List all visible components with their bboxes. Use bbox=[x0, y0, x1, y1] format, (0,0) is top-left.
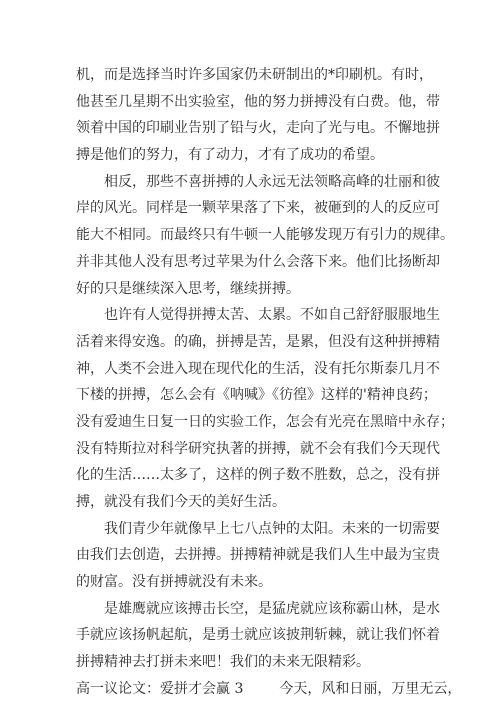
text-line: 的财富。没有拼搏就没有未来。 bbox=[76, 574, 272, 591]
text-line: 并非其他人没有思考过苹果为什么会落下来。他们比扬断却 bbox=[76, 253, 440, 270]
text-line: 没有爱迪生日复一日的实验工作，怎会有光亮在黑暗中永存； bbox=[76, 413, 454, 430]
next-essay-line bbox=[76, 676, 462, 703]
next-essay-opening: 今天，风和日丽，万里无云， bbox=[279, 680, 462, 697]
text-line: 化的生活……太多了，这样的例子数不胜数，总之，没有拼 bbox=[76, 467, 440, 484]
text-line: 拼搏精神去打拼未来吧！我们的未来无限精彩。 bbox=[76, 654, 370, 671]
paragraph-first-line: 我们青少年就像早上七八点钟的太阳。未来的一切需要 bbox=[104, 520, 440, 537]
paragraph-first-line: 是雄鹰就应该搏击长空，是猛虎就应该称霸山林，是水 bbox=[104, 600, 440, 617]
text-line: 能大不相同。而最终只有牛顿一人能够发现万有引力的规律。 bbox=[76, 227, 454, 244]
paragraph-first-line: 相反，那些不喜拼搏的人永远无法领略高峰的壮丽和彼 bbox=[104, 173, 440, 190]
text-line: 搏，就没有我们今天的美好生活。 bbox=[76, 494, 286, 510]
paragraph-first-line: 也许有人觉得拼搏太苦、太累。不如自己舒舒服服地生 bbox=[104, 307, 440, 324]
text-line: 岸的风光。同样是一颗苹果落了下来，被砸到的人的反应可 bbox=[76, 200, 440, 217]
text-line: 下楼的拼搏，怎么会有《呐喊》《彷徨》这样的'精神良药； bbox=[76, 387, 437, 404]
text-line: 搏是他们的努力，有了动力，才有了成功的希望。 bbox=[76, 147, 384, 164]
essay-body bbox=[76, 62, 462, 703]
text-line: 领着中国的印刷业告别了铅与火，走向了光与电。不懈地拼 bbox=[76, 120, 440, 137]
text-line: 活着来得安逸。的确，拼搏是苦，是累，但没有这种拼搏精 bbox=[76, 333, 440, 350]
text-line: 由我们去创造，去拼搏。拼搏精神就是我们人生中最为宝贵 bbox=[76, 547, 440, 564]
text-line: 手就应该扬帆起航，是勇士就应该披荆斩棘，就让我们怀着 bbox=[76, 627, 440, 644]
text-line: 没有特斯拉对科学研究执著的拼搏，就不会有我们今天现代 bbox=[76, 440, 440, 457]
next-essay-title: 高一议论文：爱拼才会赢 3 bbox=[76, 680, 244, 697]
text-line: 机，而是选择当时许多国家仍未研制出的*印刷机。有时， bbox=[76, 67, 433, 83]
text-line: 他甚至几星期不出实验室，他的努力拼搏没有白费。他，带 bbox=[76, 93, 440, 110]
text-line: 神，人类不会进入现在现代化的生活，没有托尔斯泰几月不 bbox=[76, 360, 440, 377]
text-line: 好的只是继续深入思考，继续拼搏。 bbox=[76, 280, 300, 297]
